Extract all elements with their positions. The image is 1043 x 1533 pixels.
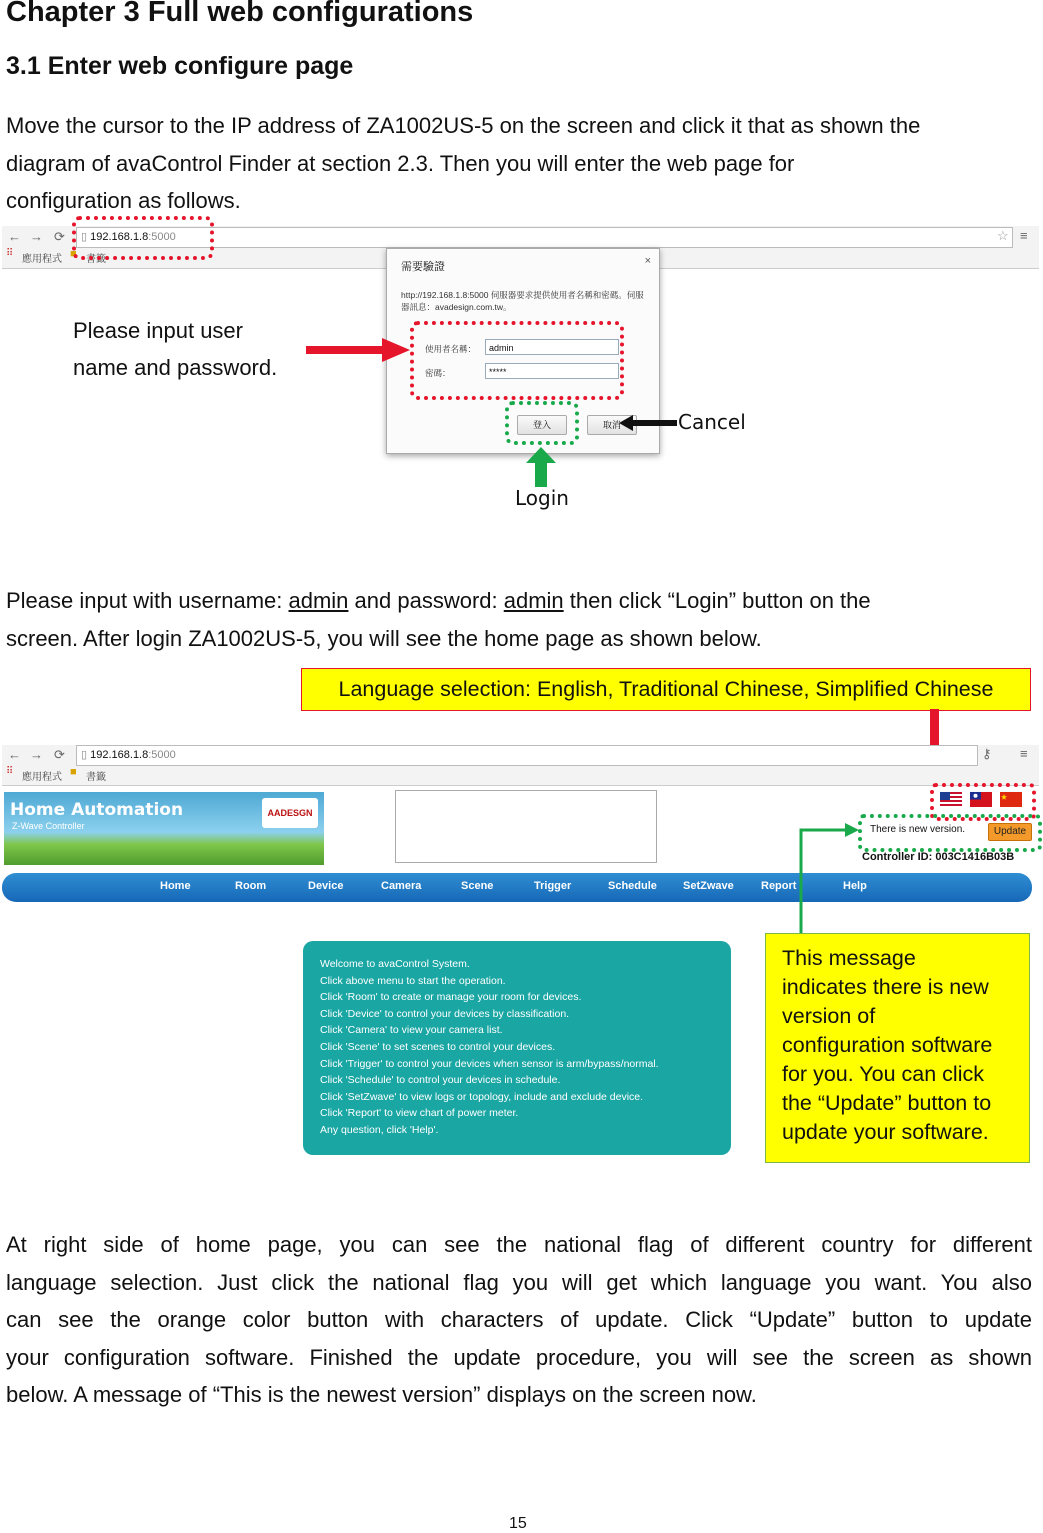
login-button[interactable]: 登入: [517, 415, 567, 435]
page-number: 15: [509, 1515, 527, 1532]
credentials-highlight: [410, 321, 624, 400]
chapter-title: Chapter 3 Full web configurations: [6, 0, 474, 28]
forward-icon[interactable]: →: [30, 747, 43, 762]
welcome-line: Welcome to avaControl System.: [320, 958, 470, 970]
callout-line: configuration software: [782, 1033, 993, 1057]
cancel-annotation: Cancel: [678, 410, 746, 434]
welcome-line: Any question, click 'Help'.: [320, 1124, 439, 1136]
welcome-line: Click 'Room' to create or manage your room for devices.: [320, 991, 582, 1003]
welcome-line: Click 'SetZwave' to view logs or topology, include and exclude device.: [320, 1091, 644, 1103]
cancel-button[interactable]: 取消: [587, 415, 637, 435]
section-title: 3.1 Enter web configure page: [6, 52, 354, 80]
green-connector-arrow: [795, 818, 861, 936]
intro-line: configuration as follows.: [6, 188, 241, 213]
closing-line: below. A message of “This is the newest version” displays on the screen now.: [6, 1382, 757, 1407]
dialog-title: 需要驗證: [401, 261, 445, 273]
password-value: admin: [503, 588, 564, 613]
text-run: and password:: [348, 588, 504, 613]
update-callout: [765, 933, 1030, 1163]
callout-line: This message: [782, 946, 916, 970]
red-arrow-right: [300, 338, 412, 362]
username-input[interactable]: admin: [485, 339, 619, 355]
reload-icon[interactable]: ⟳: [54, 747, 65, 762]
reload-icon[interactable]: ⟳: [54, 229, 65, 244]
bookmark-apps[interactable]: 應用程式: [22, 772, 62, 783]
password-label: 密碼：: [425, 368, 451, 378]
login-annotation: Login: [515, 486, 569, 510]
folder-icon: ■: [70, 766, 77, 778]
welcome-panel: [303, 941, 731, 1155]
nav-trigger[interactable]: Trigger: [534, 880, 572, 892]
back-icon[interactable]: ←: [8, 229, 21, 244]
nav-help[interactable]: Help: [843, 880, 867, 892]
url-port: :5000: [148, 231, 176, 243]
star-icon[interactable]: ☆: [997, 228, 1009, 243]
nav-camera[interactable]: Camera: [381, 880, 422, 892]
intro-line: diagram of avaControl Finder at section 2.3. Then you will enter the web page for: [6, 150, 795, 176]
menu-icon[interactable]: ≡: [1020, 746, 1028, 761]
brand-logo: AADESGN: [262, 798, 318, 828]
folder-icon: ■: [70, 248, 77, 260]
banner-subtitle: Z-Wave Controller: [12, 821, 85, 831]
url-host: 192.168.1.8: [90, 749, 149, 761]
page-icon: ▯: [81, 749, 88, 761]
text-run: Please input with username:: [6, 588, 289, 613]
browser-toolbar-2: [2, 745, 1039, 786]
close-icon[interactable]: ×: [644, 255, 651, 267]
username-label: 使用者名稱：: [425, 344, 477, 354]
back-icon[interactable]: ←: [8, 747, 21, 762]
dialog-message: http://192.168.1.8:5000 伺服器要求提供使用者名稱和密碼。伺服器訊息：avadesign.com.tw。: [401, 290, 644, 312]
apps-icon[interactable]: ⠿: [6, 248, 14, 259]
page-icon: ▯: [81, 231, 88, 243]
banner-title: Home Automation: [10, 800, 184, 820]
username-value: admin: [288, 588, 349, 613]
nav-report[interactable]: Report: [761, 880, 797, 892]
welcome-line: Click 'Schedule' to control your devices in schedule.: [320, 1074, 561, 1086]
login-line-1: [6, 582, 871, 620]
nav-device[interactable]: Device: [308, 880, 344, 892]
login-line-2: screen. After login ZA1002US-5, you will see the home page as shown below.: [6, 625, 762, 651]
closing-line: your configuration software. Finished the update procedure, you will see the screen as shown: [6, 1344, 1032, 1370]
new-version-text: There is new version.: [870, 824, 966, 835]
callout-line: indicates there is new: [782, 975, 989, 999]
us-flag-icon[interactable]: [940, 792, 962, 807]
taiwan-flag-icon[interactable]: [970, 792, 992, 807]
menu-icon[interactable]: ≡: [1020, 228, 1028, 243]
closing-paragraph: [6, 1226, 1032, 1414]
url-port: :5000: [148, 749, 176, 761]
callout-line: version of: [782, 1004, 876, 1028]
welcome-line: Click 'Trigger' to control your devices when sensor is arm/bypass/normal.: [320, 1058, 659, 1070]
forward-icon[interactable]: →: [30, 229, 43, 244]
bookmark-folder[interactable]: 書籤: [86, 772, 106, 783]
closing-line: can see the orange color button with characters of update. Click “Update” button to update: [6, 1307, 1032, 1332]
black-arrow-left: [619, 414, 679, 432]
notes-textarea[interactable]: [395, 790, 657, 863]
welcome-line: Click 'Device' to control your devices by classification.: [320, 1008, 570, 1020]
welcome-line: Click above menu to start the operation.: [320, 975, 506, 987]
main-nav: [2, 873, 1032, 902]
login-paragraph: [6, 582, 871, 657]
intro-line: Move the cursor to the IP address of ZA1002US-5 on the screen and click it that as shown the: [6, 113, 921, 138]
welcome-line: Click 'Camera' to view your camera list.: [320, 1024, 503, 1036]
language-callout: Language selection: English, Traditional Chinese, Simplified Chinese: [301, 668, 1031, 711]
home-banner: [4, 792, 324, 865]
text-run: then click “Login” button on the: [563, 588, 871, 613]
input-hint-line: Please input user: [73, 318, 243, 343]
callout-line: for you. You can click: [782, 1062, 984, 1086]
url-highlight: [72, 216, 214, 260]
intro-paragraph: [6, 107, 920, 220]
address-bar[interactable]: [76, 227, 1013, 248]
closing-line: At right side of home page, you can see the national flag of different country for different: [6, 1232, 1032, 1257]
url-host: 192.168.1.8: [90, 231, 149, 243]
nav-room[interactable]: Room: [235, 880, 267, 892]
login-highlight: [505, 401, 579, 445]
nav-scene[interactable]: Scene: [461, 880, 494, 892]
password-input[interactable]: *****: [485, 363, 619, 379]
address-bar[interactable]: [76, 745, 978, 766]
controller-id: Controller ID: 003C1416B03B: [862, 851, 1015, 863]
input-hint-line: name and password.: [73, 355, 278, 380]
key-icon[interactable]: ⚷: [982, 746, 992, 761]
nav-setzwave[interactable]: SetZwave: [683, 880, 734, 892]
bookmark-apps[interactable]: 應用程式: [22, 254, 62, 265]
welcome-line: Click 'Scene' to set scenes to control your devices.: [320, 1041, 556, 1053]
callout-line: the “Update” button to: [782, 1091, 992, 1115]
callout-line: update your software.: [782, 1120, 989, 1144]
update-button[interactable]: Update: [988, 823, 1032, 841]
nav-home[interactable]: Home: [160, 880, 191, 892]
bookmark-folder[interactable]: 書籤: [86, 254, 106, 265]
green-arrow-up: [526, 447, 556, 487]
closing-line: language selection. Just click the national flag you will get which language you want. You also: [6, 1269, 1032, 1295]
apps-icon[interactable]: ⠿: [6, 766, 14, 777]
input-hint: [73, 312, 277, 386]
welcome-line: Click 'Report' to view chart of power meter.: [320, 1107, 519, 1119]
china-flag-icon[interactable]: [1000, 792, 1022, 807]
nav-schedule[interactable]: Schedule: [608, 880, 657, 892]
